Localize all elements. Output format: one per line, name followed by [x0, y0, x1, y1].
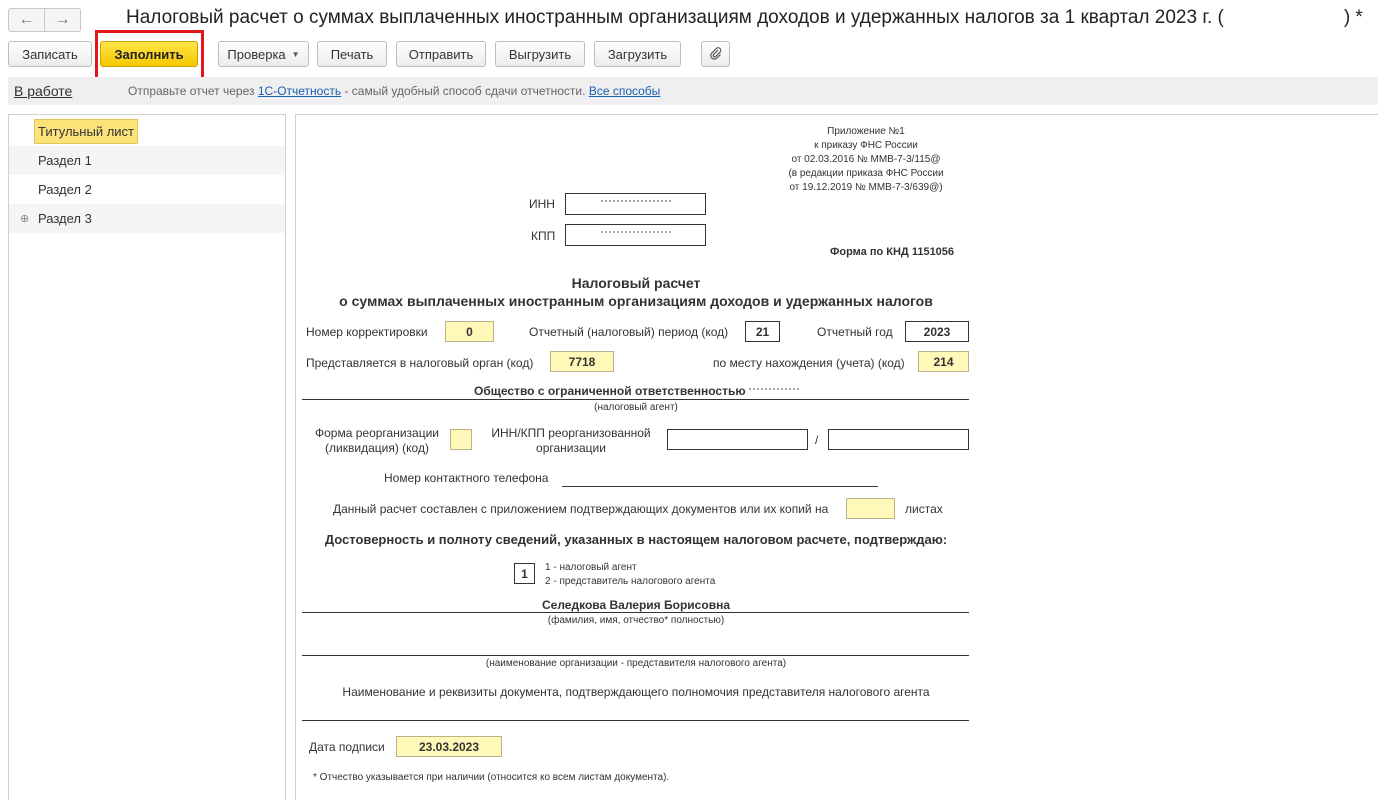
correction-label: Номер корректировки [306, 325, 428, 339]
window-title [126, 7, 1363, 29]
location-field[interactable]: 214 [918, 351, 969, 372]
form-subtitle: о суммах выплаченных иностранным организациям доходов и удержанных налогов [339, 293, 933, 309]
paperclip-icon[interactable] [701, 41, 730, 67]
kpp-field[interactable] [565, 224, 706, 246]
document-field[interactable] [302, 720, 969, 721]
expand-plus-icon[interactable]: ⊕ [20, 213, 30, 225]
check-dropdown-button[interactable] [218, 41, 309, 67]
reorg-inn-field[interactable] [667, 429, 808, 450]
arrow-right-icon[interactable]: → [44, 9, 80, 31]
tree-item-label: Раздел 1 [38, 153, 92, 168]
organization-name [474, 384, 799, 398]
arrow-left-icon[interactable]: ← [18, 11, 35, 28]
phone-field[interactable] [562, 486, 878, 487]
appendix-block [766, 125, 966, 195]
appendix-line: Приложение №1 [827, 126, 905, 137]
reporting-link[interactable]: 1С-Отчетность [257, 84, 342, 98]
window-title-text: Налоговый расчет о суммах выплаченных иностранным организациям доходов и удержанных налогов за 1 квартал 2023 г. ( [126, 7, 1224, 28]
signature-date-label: Дата подписи [309, 740, 385, 754]
divider [302, 612, 969, 613]
dropdown-arrow-icon: ▼ [291, 49, 300, 59]
paperclip-svg [709, 47, 723, 61]
redacted-value [601, 231, 671, 239]
footnote: * Отчество указывается при наличии (относится ко всем листам документа). [313, 772, 670, 783]
pages-suffix: листах [905, 502, 943, 516]
reorg-inn-label-line: ИНН/КПП реорганизованной [491, 426, 651, 440]
representative-field[interactable] [302, 655, 969, 656]
signer-code-field[interactable]: 1 [514, 563, 535, 584]
window-title-suffix: ) * [1343, 7, 1363, 28]
slash-label: / [815, 433, 819, 447]
highlight-frame [95, 30, 204, 81]
year-label: Отчетный год [817, 325, 893, 339]
inn-field[interactable] [565, 193, 706, 215]
hint-mid: - самый удобный способ сдачи отчетности. [344, 84, 586, 98]
signer-option: 1 - налоговый агент [545, 562, 637, 573]
form-pane [295, 114, 1378, 800]
fill-button[interactable]: Заполнить [100, 41, 198, 67]
status-link[interactable]: В работе [14, 83, 73, 99]
organization-name-text: Общество с ограниченной ответственностью [474, 384, 746, 398]
reorg-inn-label-line: организации [536, 441, 606, 455]
tree-item-title-page[interactable] [9, 117, 285, 146]
hint-pre: Отправьте отчет через [128, 84, 255, 98]
hint-text [128, 84, 660, 98]
import-button[interactable]: Загрузить [594, 41, 681, 67]
signer-name[interactable]: Селедкова Валерия Борисовна [542, 598, 730, 612]
kpp-label: КПП [531, 229, 556, 243]
appendix-line: к приказу ФНС России [814, 140, 918, 151]
tree-item-section-2[interactable] [9, 175, 285, 204]
tree-item-section-1[interactable] [9, 146, 285, 175]
pages-label: Данный расчет составлен с приложением подтверждающих документов или их копий на [333, 502, 829, 516]
appendix-line: (в редакции приказа ФНС России [788, 168, 944, 179]
tax-authority-field[interactable]: 7718 [550, 351, 614, 372]
print-button[interactable]: Печать [317, 41, 387, 67]
redacted-value [601, 200, 671, 208]
appendix-line: от 02.03.2016 № ММВ-7-3/115@ [791, 154, 941, 165]
pages-field[interactable] [846, 498, 895, 519]
tax-authority-label: Представляется в налоговый орган (код) [306, 356, 534, 370]
period-field[interactable]: 21 [745, 321, 780, 342]
document-label: Наименование и реквизиты документа, подтверждающего полномочия представителя налогового агента [342, 685, 930, 699]
sections-tree [8, 114, 286, 800]
signer-caption: (фамилия, имя, отчество* полностью) [547, 615, 725, 626]
form-title: Налоговый расчет [571, 275, 701, 291]
signer-options [545, 561, 715, 589]
reorg-label-line: Форма реорганизации [315, 426, 439, 440]
tree-item-label: Раздел 2 [38, 182, 92, 197]
export-button[interactable]: Выгрузить [495, 41, 585, 67]
reorg-inn-label [484, 426, 658, 456]
reorg-label-line: (ликвидация) (код) [325, 441, 429, 455]
reorg-kpp-field[interactable] [828, 429, 969, 450]
nav-buttons [8, 8, 81, 32]
appendix-line: от 19.12.2019 № ММВ-7-3/639@) [789, 182, 943, 193]
phone-label: Номер контактного телефона [384, 471, 549, 485]
year-field[interactable]: 2023 [905, 321, 969, 342]
send-button[interactable]: Отправить [396, 41, 486, 67]
divider [302, 399, 969, 400]
save-button[interactable]: Записать [8, 41, 92, 67]
tree-item-label: Титульный лист [34, 119, 138, 144]
period-label: Отчетный (налоговый) период (код) [529, 325, 729, 339]
org-caption: (налоговый агент) [594, 402, 678, 413]
location-label: по месту нахождения (учета) (код) [713, 356, 905, 370]
representative-caption: (наименование организации - представителя налогового агента) [485, 658, 787, 669]
redacted-value [749, 388, 799, 396]
inn-label: ИНН [529, 197, 555, 211]
signature-date-field[interactable]: 23.03.2023 [396, 736, 502, 757]
tree-item-label: Раздел 3 [38, 211, 92, 226]
signer-option: 2 - представитель налогового агента [545, 576, 716, 587]
tree-item-section-3[interactable] [9, 204, 285, 233]
reorg-form-field[interactable] [450, 429, 472, 450]
all-methods-link[interactable]: Все способы [588, 84, 661, 98]
reorg-label [308, 426, 446, 456]
check-label: Проверка [227, 46, 286, 62]
knd-label: Форма по КНД 1151056 [830, 246, 955, 258]
confirm-title: Достоверность и полноту сведений, указанных в настоящем налоговом расчете, подтверждаю: [324, 532, 948, 547]
correction-field[interactable]: 0 [445, 321, 494, 342]
